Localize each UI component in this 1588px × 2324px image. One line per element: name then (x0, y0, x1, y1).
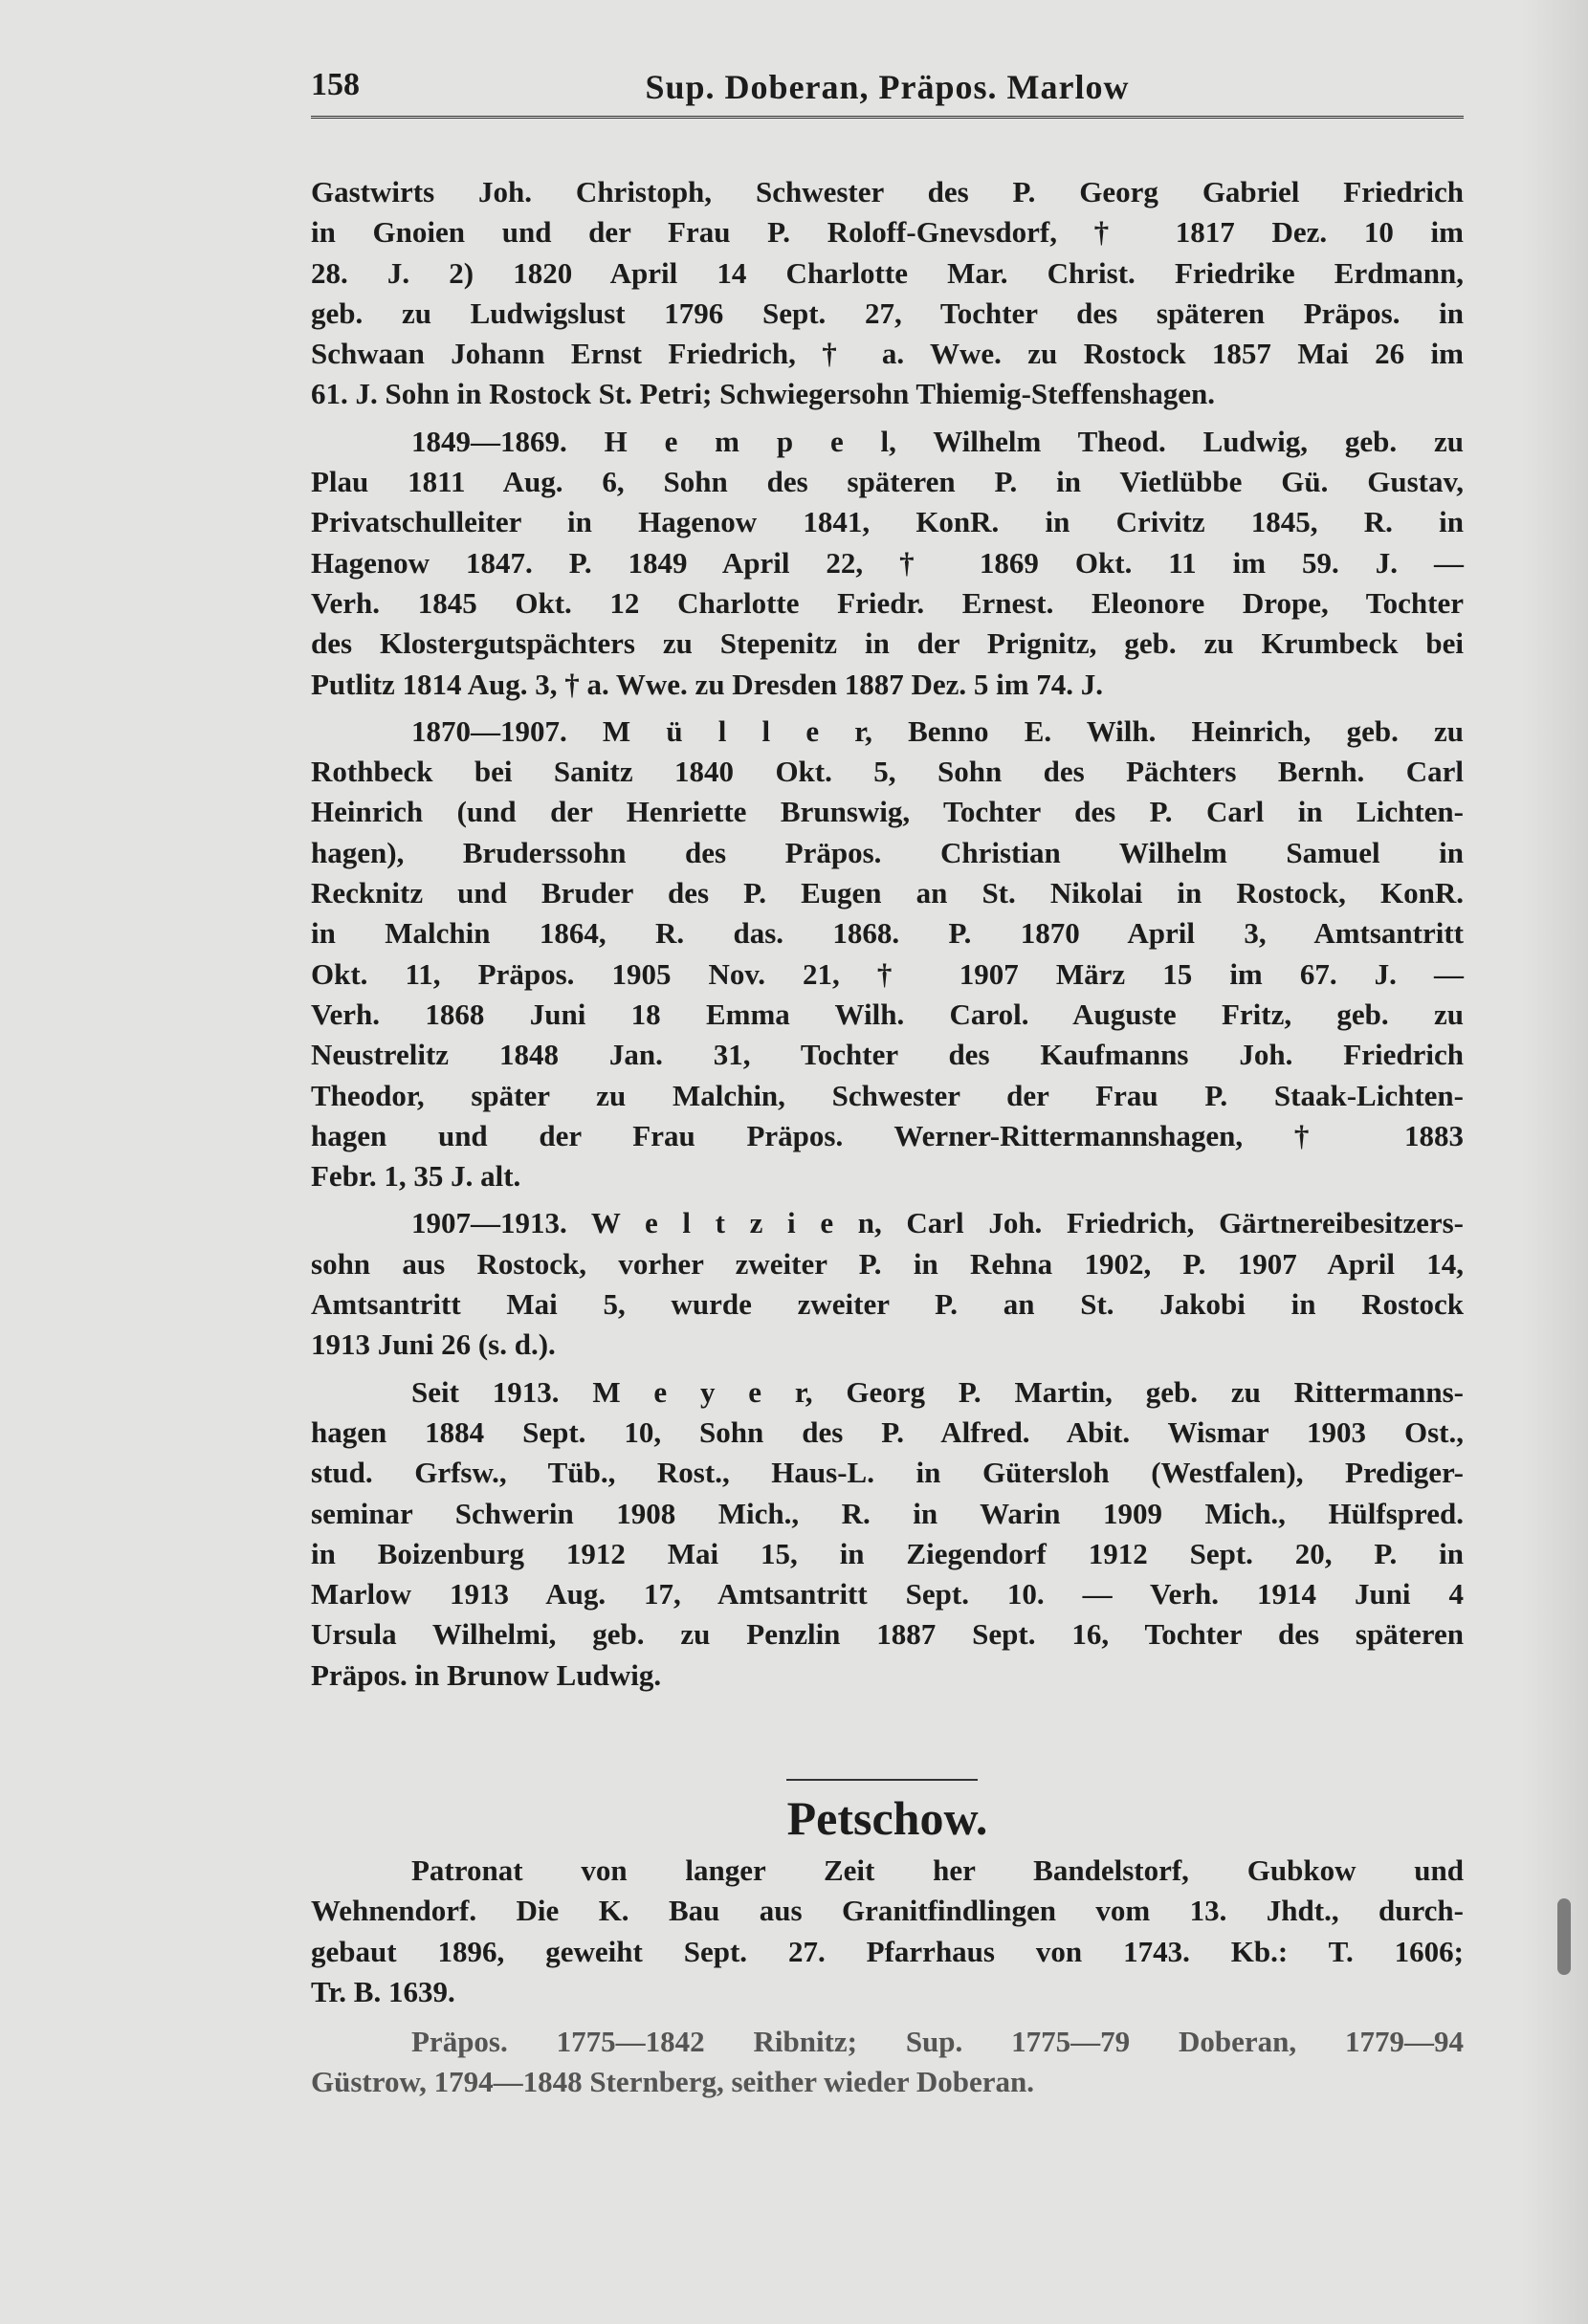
text-line: des Klostergutspächters zu Stepenitz in der Prignitz, geb. zu Krumbeck bei (311, 626, 1464, 661)
text-line: 61. J. Sohn in Rostock St. Petri; Schwiegersohn Thiemig-Steffenshagen. (311, 377, 1215, 411)
paragraph (311, 1372, 1464, 1696)
text-line: hagen 1884 Sept. 10, Sohn des P. Alfred. Abit. Wismar 1903 Ost., (311, 1414, 1464, 1449)
text-line: in Boizenburg 1912 Mai 15, in Ziegendorf 1912 Sept. 20, P. in (311, 1536, 1464, 1570)
text-line: Recknitz und Bruder des P. Eugen an St. Nikolai in Rostock, KonR. (311, 876, 1464, 910)
text-line: in Gnoien und der Frau P. Roloff-Gnevsdorf, † 1817 Dez. 10 im (311, 215, 1464, 250)
text-line: geb. zu Ludwigslust 1796 Sept. 27, Tochter des späteren Präpos. in (311, 296, 1464, 330)
text-line: Febr. 1, 35 J. alt. (311, 1159, 521, 1194)
text-line: Präpos. 1775—1842 Ribnitz; Sup. 1775—79 Doberan, 1779—94 (411, 2025, 1464, 2059)
text-line: Okt. 11, Präpos. 1905 Nov. 21, † 1907 März 15 im 67. J. — (311, 956, 1464, 991)
text-line: Ursula Wilhelmi, geb. zu Penzlin 1887 Sept. 16, Tochter des späteren (311, 1617, 1464, 1652)
paragraph (311, 422, 1464, 705)
text-line: Wehnendorf. Die K. Bau aus Granitfindlingen vom 13. Jhdt., durch- (311, 1894, 1464, 1928)
header-rule (311, 116, 1464, 119)
page-edge-shadow (1521, 0, 1588, 2324)
text-line: gebaut 1896, geweiht Sept. 27. Pfarrhaus von 1743. Kb.: T. 1606; (311, 1934, 1464, 1968)
text-line: Plau 1811 Aug. 6, Sohn des späteren P. in Vietlübbe Gü. Gustav, (311, 465, 1464, 499)
text-line: Verh. 1868 Juni 18 Emma Wilh. Carol. Auguste Fritz, geb. zu (311, 997, 1464, 1031)
text-line: 1913 Juni 26 (s. d.). (311, 1327, 556, 1362)
text-line: Seit 1913. M e y e r, Georg P. Martin, geb. zu Rittermanns- (411, 1374, 1464, 1409)
section-divider (786, 1779, 978, 1781)
paragraph (311, 2022, 1464, 2103)
text-line: Schwaan Johann Ernst Friedrich, † a. Wwe. zu Rostock 1857 Mai 26 im (311, 337, 1464, 371)
text-line: Verh. 1845 Okt. 12 Charlotte Friedr. Ernest. Eleonore Drope, Tochter (311, 585, 1464, 620)
section-heading: Petschow. (786, 1791, 988, 1845)
page-number: 158 (311, 67, 360, 102)
text-line: stud. Grfsw., Tüb., Rost., Haus-L. in Gütersloh (Westfalen), Prediger- (311, 1456, 1464, 1490)
text-line: Patronat von langer Zeit her Bandelstorf, Gubkow und (411, 1853, 1464, 1887)
paragraph (311, 1851, 1464, 2012)
paragraph (311, 172, 1464, 415)
text-line: hagen), Bruderssohn des Präpos. Christian Wilhelm Samuel in (311, 835, 1464, 869)
text-line: Hagenow 1847. P. 1849 April 22, † 1869 Okt. 11 im 59. J. — (311, 545, 1464, 580)
text-line: 1907—1913. W e l t z i e n, Carl Joh. Friedrich, Gärtnereibesitzers- (411, 1206, 1464, 1240)
text-line: seminar Schwerin 1908 Mich., R. in Warin 1909 Mich., Hülfspred. (311, 1496, 1464, 1530)
text-line: Theodor, später zu Malchin, Schwester der Frau P. Staak-Lichten- (311, 1078, 1464, 1112)
running-title: Sup. Doberan, Präpos. Marlow (645, 68, 1130, 106)
text-line: hagen und der Frau Präpos. Werner-Rittermannshagen, † 1883 (311, 1118, 1464, 1152)
text-line: Rothbeck bei Sanitz 1840 Okt. 5, Sohn des Pächters Bernh. Carl (311, 755, 1464, 789)
text-line: Präpos. in Brunow Ludwig. (311, 1657, 662, 1692)
text-line: Amtsantritt Mai 5, wurde zweiter P. an St. Jakobi in Rostock (311, 1287, 1464, 1322)
text-line: 1849—1869. H e m p e l, Wilhelm Theod. Ludwig, geb. zu (411, 424, 1464, 458)
main-text (311, 172, 1464, 1702)
text-line: Neustrelitz 1848 Jan. 31, Tochter des Kaufmanns Joh. Friedrich (311, 1038, 1464, 1072)
text-line: Heinrich (und der Henriette Brunswig, Tochter des P. Carl in Lichten- (311, 795, 1464, 829)
text-line: Privatschulleiter in Hagenow 1841, KonR. in Crivitz 1845, R. in (311, 505, 1464, 539)
text-line: 1870—1907. M ü l l e r, Benno E. Wilh. Heinrich, geb. zu (411, 713, 1464, 748)
text-line: Putlitz 1814 Aug. 3, † a. Wwe. zu Dresden 1887 Dez. 5 im 74. J. (311, 667, 1104, 701)
text-line: Gastwirts Joh. Christoph, Schwester des P. Georg Gabriel Friedrich (311, 175, 1464, 208)
scan-smudge (1557, 1898, 1571, 1975)
text-line: in Malchin 1864, R. das. 1868. P. 1870 April 3, Amtsantritt (311, 916, 1464, 951)
text-line: sohn aus Rostock, vorher zweiter P. in Rehna 1902, P. 1907 April 14, (311, 1246, 1464, 1281)
paragraph (311, 712, 1464, 1197)
text-line: Güstrow, 1794—1848 Sternberg, seither wieder Doberan. (311, 2065, 1035, 2099)
text-line: Tr. B. 1639. (311, 1974, 455, 2008)
text-line: Marlow 1913 Aug. 17, Amtsantritt Sept. 10. — Verh. 1914 Juni 4 (311, 1577, 1464, 1611)
text-line: 28. J. 2) 1820 April 14 Charlotte Mar. Christ. Friedrike Erdmann, (311, 255, 1464, 290)
section-text (311, 1851, 1464, 2110)
page-header (311, 67, 1464, 113)
paragraph (311, 1203, 1464, 1365)
